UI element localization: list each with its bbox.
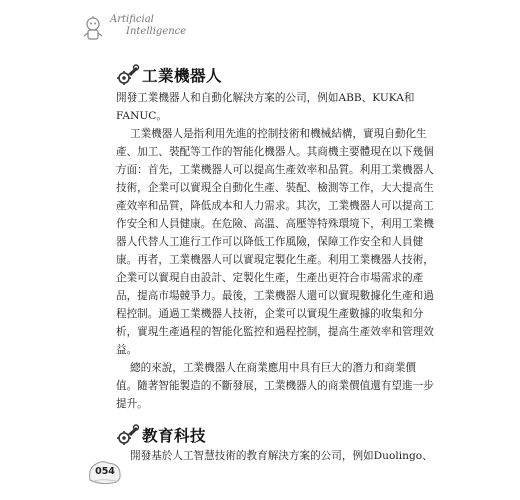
gear-wrench-icon [116, 64, 140, 86]
text-line: 提升。 [116, 398, 148, 410]
text-line: 方面：首先，工業機器人可以提高生產效率和品質。利用工業機器人 [116, 164, 434, 176]
header-title: Artificial [110, 14, 154, 25]
text-line: 值。隨著智能製造的不斷發展，工業機器人的商業價值還有望進一步 [116, 380, 434, 392]
robot-logo-icon [82, 16, 104, 42]
section-heading-edtech [116, 424, 206, 446]
text-line: 開發基於人工智慧技術的教育解決方案的公司，例如Duolingo、 [130, 450, 433, 462]
header-subtitle: Intelligence [126, 26, 187, 37]
text-line: 程控制。通過工業機器人技術，企業可以實現生產數據的收集和分 [116, 308, 424, 320]
running-header [82, 12, 222, 46]
text-line: 器人代替人工進行工作可以降低工作風險，保障工作安全和人員健 [116, 236, 424, 248]
page-number: 054 [95, 466, 115, 477]
text-line: 企業可以實現自由設計、定製化生產，生產出更符合市場需求的產 [116, 272, 424, 284]
text-line: 益。 [116, 344, 138, 356]
section-title: 工業機器人 [142, 67, 223, 85]
gear-wrench-icon [116, 424, 140, 446]
text-line: 技術，企業可以實現全自動化生產、裝配、檢測等工作，大大提高生 [116, 182, 434, 194]
text-line: 產、加工、裝配等工作的智能化機器人。其商機主要體現在以下幾個 [116, 146, 434, 158]
text-line: 總的來說，工業機器人在商業應用中具有巨大的潛力和商業價 [130, 362, 417, 374]
text-line: 品，提高市場競爭力。最後，工業機器人還可以實現數據化生產和過 [116, 290, 434, 302]
text-line: 康。再者，工業機器人可以實現定製化生產。利用工業機器人技術， [116, 254, 434, 266]
text-line: 析，實現生產過程的智能化監控和過程控制，提高生產效率和管理效 [116, 326, 434, 338]
text-line: 開發工業機器人和自動化解決方案的公司，例如ABB、KUKA和 [116, 92, 415, 104]
text-line: FANUC。 [116, 110, 167, 122]
section-title: 教育科技 [142, 427, 207, 445]
section-heading-industrial-robots [116, 64, 222, 86]
text-line: 工業機器人是指利用先進的控制技術和機械結構，實現自動化生 [130, 128, 427, 140]
text-line: 作安全和人員健康。在危險、高溫、高壓等特殊環境下，利用工業機 [116, 218, 434, 230]
text-line: 產效率和品質，降低成本和人力需求。其次，工業機器人可以提高工 [116, 200, 434, 212]
